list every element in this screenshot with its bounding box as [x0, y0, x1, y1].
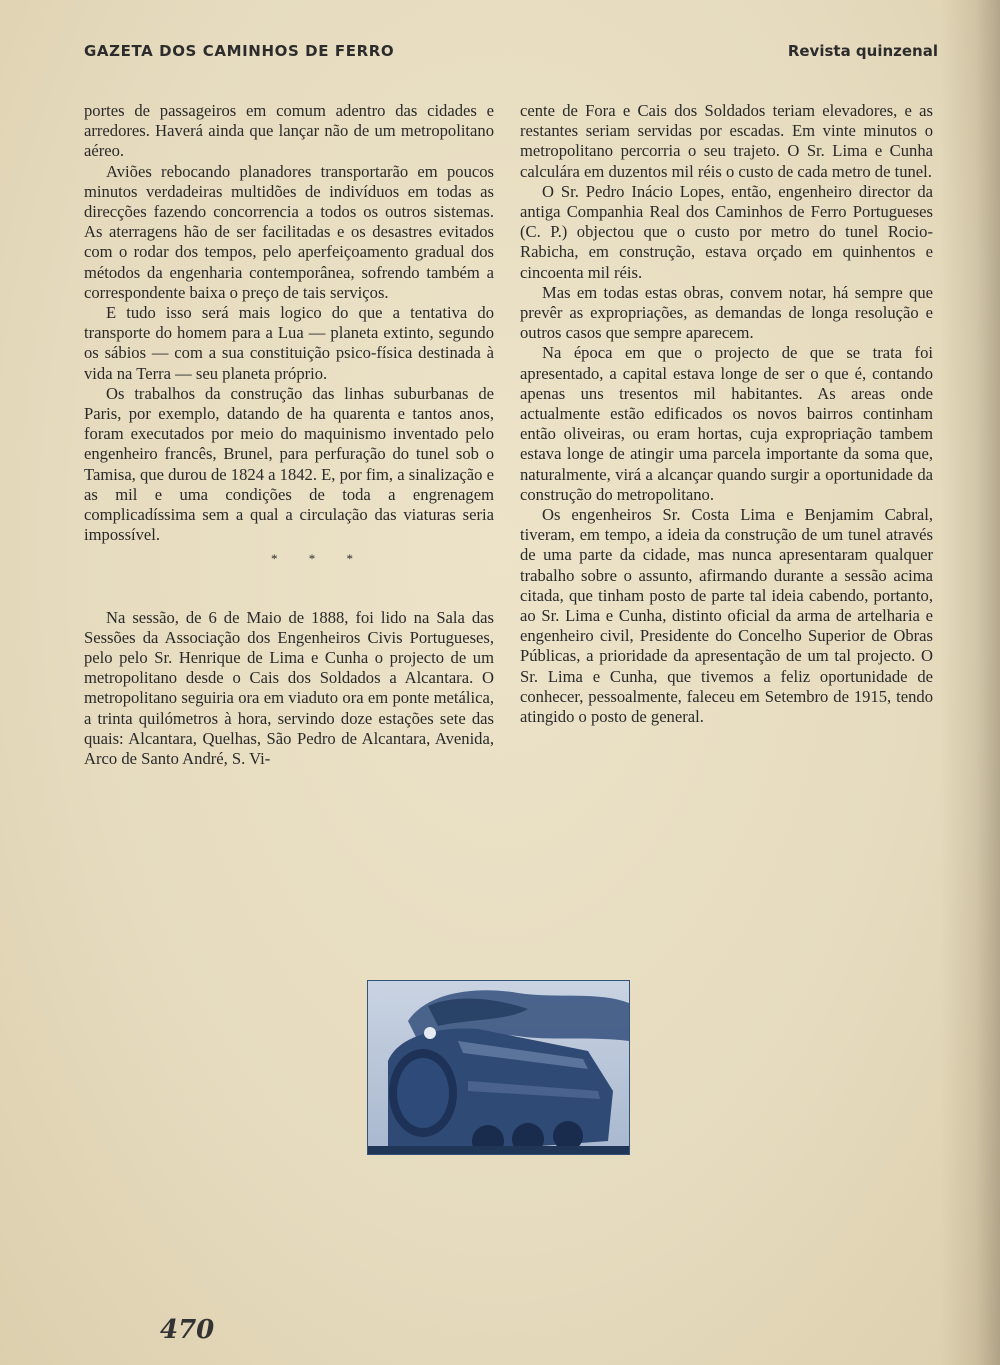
paragraph: Os trabalhos da construção das linhas suburbanas de Paris, por exemplo, datando de ha quarenta e tantos anos, foram executados por meio do maquinismo inventado pelo engenheiro francês, Brunel, para perfuração do tunel sob o Tamisa, que durou de 1824 a 1842. E, por fim, a sinalização e as mil e uma condições de toda a engrenagem complicadíssima sem a qual a circulação das viaturas seria impossível. — [84, 383, 494, 545]
running-head — [84, 42, 938, 66]
right-column — [520, 101, 933, 727]
paragraph: portes de passageiros em comum adentro das cidades e arredores. Haverá ainda que lançar não de um metropolitano aéreo. — [84, 101, 494, 161]
paragraph: E tudo isso será mais logico do que a tentativa do transporte do homem para a Lua — planeta extinto, segundo os sábios — com a sua constituição psico-física destinada à vida na Terra — seu planeta próprio. — [84, 303, 494, 383]
publication-subtitle: Revista quinzenal — [787, 42, 938, 60]
section-separator: * * * — [271, 551, 367, 567]
steam-locomotive-photo-icon — [367, 980, 630, 1155]
paragraph: Os engenheiros Sr. Costa Lima e Benjamim Cabral, tiveram, em tempo, a ideia da construção de um tunel através de uma parte da cidade, mas nunca apresentaram qualquer trabalho sobre o assunto, afirmando durante a sessão acima citada, que tinham posto de parte tal ideia cabendo, portanto, ao Sr. Lima e Cunha, distinto oficial da arma de artelharia e engenheiro civil, Presidente do Concelho Superior de Obras Públicas, a prioridade da apresentação de um tal projecto. O Sr. Lima e Cunha, que tivemos a feliz oportunidade de conhecer, pessoalmente, faleceu em Setembro de 1915, tendo atingido o posto de general. — [520, 505, 933, 727]
paragraph: Na época em que o projecto de que se trata foi apresentado, a capital estava longe de ser o que é, contando apenas uns tresentos mil habitantes. As areas onde actualmente estão edificados os novos bairros continham então oliveiras, ou eram hortas, cuja expropriação tambem estava longe de atingir uma parcela importante da soma que, naturalmente, virá a alcançar quando surgir a oportunidade da construção do metropolitano. — [520, 343, 933, 504]
paragraph: cente de Fora e Cais dos Soldados teriam elevadores, e as restantes seriam servidas por escadas. Em vinte minutos o metropolitano percorria o seu trajeto. O Sr. Lima e Cunha calculára em duzentos mil réis o custo de cada metro de tunel. — [520, 101, 933, 181]
paragraph: Mas em todas estas obras, convem notar, há sempre que prevêr as expropriações, as demandas de longa resolução e outros casos que sempre aparecem. — [520, 282, 933, 343]
page-edge-shadow — [940, 0, 1000, 1365]
page-number: 470 — [160, 1315, 215, 1345]
publication-title: GAZETA DOS CAMINHOS DE FERRO — [84, 42, 395, 60]
left-column — [84, 101, 494, 769]
paragraph: Na sessão, de 6 de Maio de 1888, foi lido na Sala das Sessões da Associação dos Engenheiros Civis Portugueses, pelo pelo Sr. Henrique de Lima e Cunha o projecto de um metropolitano desde o Cais dos Soldados a Alcantara. O metropolitano seguiria ora em viaduto ora em ponte metálica, a trinta quilómetros à hora, servindo doze estações sete das quais: Alcantara, Quelhas, São Pedro de Alcantara, Avenida, Arco de Santo André, S. Vi- — [84, 607, 494, 769]
paragraph: Aviões rebocando planadores transportarão em poucos minutos verdadeiras multidões de indivíduos em todas as direcções fazendo concorrencia a todos os outros sistemas. As aterragens hão de ser facilitadas e os desastres evitados com o rodar dos tempos, pelo aperfeiçoamento gradual dos métodos da engenharia contemporânea, sofrendo também a correspondente baixa o preço de tais serviços. — [84, 161, 494, 302]
paragraph: O Sr. Pedro Inácio Lopes, então, engenheiro director da antiga Companhia Real dos Caminhos de Ferro Portugueses (C. P.) objectou que o custo por metro do tunel Rocio-Rabicha, em construção, estava orçado em quinhentos e cincoenta mil réis. — [520, 181, 933, 282]
